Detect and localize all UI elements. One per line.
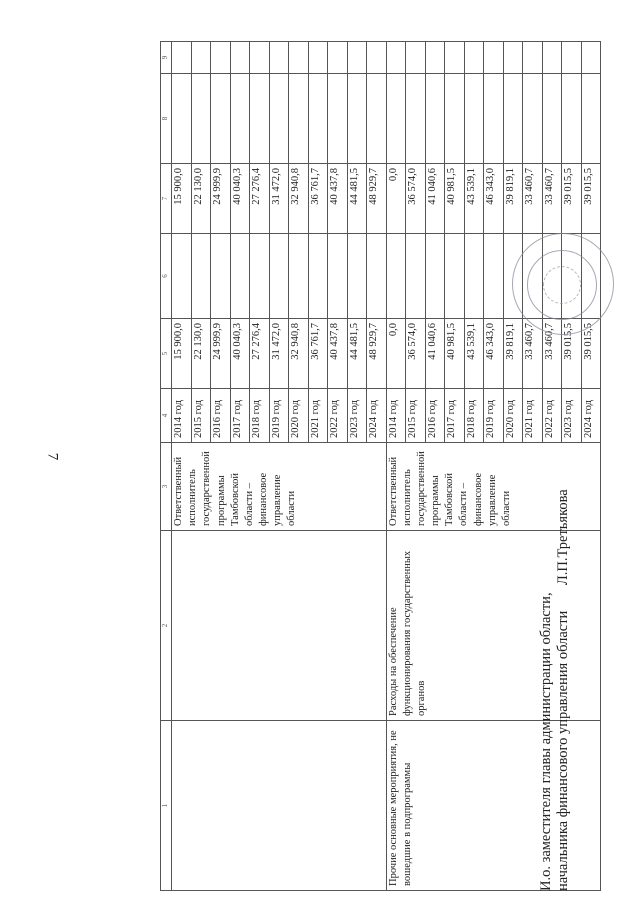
- total-cell: 0,0: [386, 319, 406, 389]
- regional-budget-cell: 31 472,0: [269, 164, 289, 234]
- col6-cell: [250, 234, 270, 319]
- total-cell: 44 481,5: [347, 319, 367, 389]
- executor-cell: Ответственный исполнитель государственной программы Тамбовской области – финансовое управление области: [386, 443, 601, 531]
- section-cell: Прочие основные мероприятия, не вошедшие в подпрограммы: [386, 721, 601, 891]
- col6-cell: [191, 234, 211, 319]
- regional-budget-cell: 36 761,7: [308, 164, 328, 234]
- total-cell: 40 981,5: [445, 319, 465, 389]
- regional-budget-cell: 24 999,9: [211, 164, 231, 234]
- column-number: 6: [161, 234, 172, 319]
- regional-budget-cell: 44 481,5: [347, 164, 367, 234]
- rotated-page: [140, 0, 640, 905]
- col9-cell: [464, 42, 484, 74]
- regional-budget-cell: 22 130,0: [191, 164, 211, 234]
- col9-cell: [367, 42, 387, 74]
- total-cell: 36 574,0: [406, 319, 426, 389]
- column-number-row: [161, 42, 172, 891]
- total-cell: 22 130,0: [191, 319, 211, 389]
- total-cell: 33 460,7: [523, 319, 543, 389]
- year-cell: 2017 год: [445, 389, 465, 443]
- col8-cell: [308, 74, 328, 164]
- col6-cell: [464, 234, 484, 319]
- col8-cell: [269, 74, 289, 164]
- col8-cell: [503, 74, 523, 164]
- table-row: [172, 42, 192, 891]
- col8-cell: [250, 74, 270, 164]
- col9-cell: [386, 42, 406, 74]
- year-cell: 2015 год: [191, 389, 211, 443]
- year-cell: 2014 год: [386, 389, 406, 443]
- col6-cell: [269, 234, 289, 319]
- total-cell: 24 999,9: [211, 319, 231, 389]
- total-cell: 33 460,7: [542, 319, 562, 389]
- year-cell: 2024 год: [581, 389, 601, 443]
- col6-cell: [328, 234, 348, 319]
- col9-cell: [308, 42, 328, 74]
- col9-cell: [406, 42, 426, 74]
- regional-budget-cell: 46 343,0: [484, 164, 504, 234]
- col8-cell: [211, 74, 231, 164]
- col6-cell: [308, 234, 328, 319]
- col9-cell: [542, 42, 562, 74]
- signature-line-1: И.о. заместителя главы администрации области,: [538, 592, 554, 891]
- total-cell: 41 040,6: [425, 319, 445, 389]
- seal-stamp-icon: [512, 233, 614, 335]
- column-number: 2: [161, 531, 172, 721]
- col9-cell: [269, 42, 289, 74]
- year-cell: 2023 год: [347, 389, 367, 443]
- year-cell: 2016 год: [211, 389, 231, 443]
- table-row: [386, 42, 406, 891]
- column-number: 5: [161, 319, 172, 389]
- regional-budget-cell: 40 437,8: [328, 164, 348, 234]
- signature-line-2: начальника финансового управления области: [555, 610, 571, 891]
- column-number: 8: [161, 74, 172, 164]
- col6-cell: [172, 234, 192, 319]
- regional-budget-cell: 40 040,3: [230, 164, 250, 234]
- year-cell: 2019 год: [484, 389, 504, 443]
- col9-cell: [523, 42, 543, 74]
- regional-budget-cell: 15 900,0: [172, 164, 192, 234]
- col8-cell: [445, 74, 465, 164]
- regional-budget-cell: 39 015,5: [562, 164, 582, 234]
- col6-cell: [406, 234, 426, 319]
- col8-cell: [172, 74, 192, 164]
- col8-cell: [581, 74, 601, 164]
- total-cell: 39 015,5: [562, 319, 582, 389]
- regional-budget-cell: 36 574,0: [406, 164, 426, 234]
- col8-cell: [230, 74, 250, 164]
- total-cell: 36 761,7: [308, 319, 328, 389]
- total-cell: 32 940,8: [289, 319, 309, 389]
- year-cell: 2021 год: [308, 389, 328, 443]
- col9-cell: [347, 42, 367, 74]
- total-cell: 48 929,7: [367, 319, 387, 389]
- regional-budget-cell: 27 276,4: [250, 164, 270, 234]
- col9-cell: [172, 42, 192, 74]
- regional-budget-cell: 33 460,7: [542, 164, 562, 234]
- total-cell: 27 276,4: [250, 319, 270, 389]
- col9-cell: [484, 42, 504, 74]
- col8-cell: [523, 74, 543, 164]
- col9-cell: [562, 42, 582, 74]
- year-cell: 2020 год: [289, 389, 309, 443]
- year-cell: 2018 год: [250, 389, 270, 443]
- col9-cell: [289, 42, 309, 74]
- year-cell: 2023 год: [562, 389, 582, 443]
- col6-cell: [386, 234, 406, 319]
- regional-budget-cell: 39 015,5: [581, 164, 601, 234]
- year-cell: 2022 год: [542, 389, 562, 443]
- regional-budget-cell: 32 940,8: [289, 164, 309, 234]
- col8-cell: [484, 74, 504, 164]
- col6-cell: [289, 234, 309, 319]
- regional-budget-cell: 41 040,6: [425, 164, 445, 234]
- year-cell: 2024 год: [367, 389, 387, 443]
- col8-cell: [289, 74, 309, 164]
- column-number: 3: [161, 443, 172, 531]
- col8-cell: [542, 74, 562, 164]
- total-cell: 46 343,0: [484, 319, 504, 389]
- regional-budget-cell: 40 981,5: [445, 164, 465, 234]
- col6-cell: [211, 234, 231, 319]
- col9-cell: [191, 42, 211, 74]
- year-cell: 2018 год: [464, 389, 484, 443]
- col6-cell: [445, 234, 465, 319]
- total-cell: 43 539,1: [464, 319, 484, 389]
- col8-cell: [347, 74, 367, 164]
- column-number: 7: [161, 164, 172, 234]
- regional-budget-cell: 33 460,7: [523, 164, 543, 234]
- col6-cell: [230, 234, 250, 319]
- col6-cell: [367, 234, 387, 319]
- col8-cell: [367, 74, 387, 164]
- col8-cell: [191, 74, 211, 164]
- col6-cell: [484, 234, 504, 319]
- col8-cell: [328, 74, 348, 164]
- col8-cell: [562, 74, 582, 164]
- col9-cell: [211, 42, 231, 74]
- section-cell: [172, 721, 387, 891]
- total-cell: 40 437,8: [328, 319, 348, 389]
- budget-table: [160, 41, 601, 891]
- col9-cell: [250, 42, 270, 74]
- col9-cell: [445, 42, 465, 74]
- year-cell: 2019 год: [269, 389, 289, 443]
- signature-name: Л.П.Третьякова: [555, 489, 571, 586]
- regional-budget-cell: 39 819,1: [503, 164, 523, 234]
- col9-cell: [328, 42, 348, 74]
- year-cell: 2021 год: [523, 389, 543, 443]
- year-cell: 2022 год: [328, 389, 348, 443]
- total-cell: 39 015,5: [581, 319, 601, 389]
- col9-cell: [425, 42, 445, 74]
- col8-cell: [425, 74, 445, 164]
- col8-cell: [386, 74, 406, 164]
- total-cell: 39 819,1: [503, 319, 523, 389]
- col8-cell: [464, 74, 484, 164]
- column-number: 9: [161, 42, 172, 74]
- col6-cell: [347, 234, 367, 319]
- activity-name-cell: Расходы на обеспечение функционирования государственных органов: [386, 531, 601, 721]
- activity-name-cell: [172, 531, 387, 721]
- col9-cell: [581, 42, 601, 74]
- year-cell: 2015 год: [406, 389, 426, 443]
- total-cell: 40 040,3: [230, 319, 250, 389]
- col8-cell: [406, 74, 426, 164]
- regional-budget-cell: 0,0: [386, 164, 406, 234]
- col9-cell: [503, 42, 523, 74]
- total-cell: 15 900,0: [172, 319, 192, 389]
- page-number: 7: [44, 452, 61, 461]
- total-cell: 31 472,0: [269, 319, 289, 389]
- year-cell: 2014 год: [172, 389, 192, 443]
- col9-cell: [230, 42, 250, 74]
- year-cell: 2017 год: [230, 389, 250, 443]
- year-cell: 2016 год: [425, 389, 445, 443]
- regional-budget-cell: 43 539,1: [464, 164, 484, 234]
- col6-cell: [425, 234, 445, 319]
- signature-block: [538, 489, 572, 891]
- executor-cell: Ответственный исполнитель государственной программы Тамбовской области – финансовое управление области: [172, 443, 387, 531]
- year-cell: 2020 год: [503, 389, 523, 443]
- column-number: 1: [161, 721, 172, 891]
- column-number: 4: [161, 389, 172, 443]
- regional-budget-cell: 48 929,7: [367, 164, 387, 234]
